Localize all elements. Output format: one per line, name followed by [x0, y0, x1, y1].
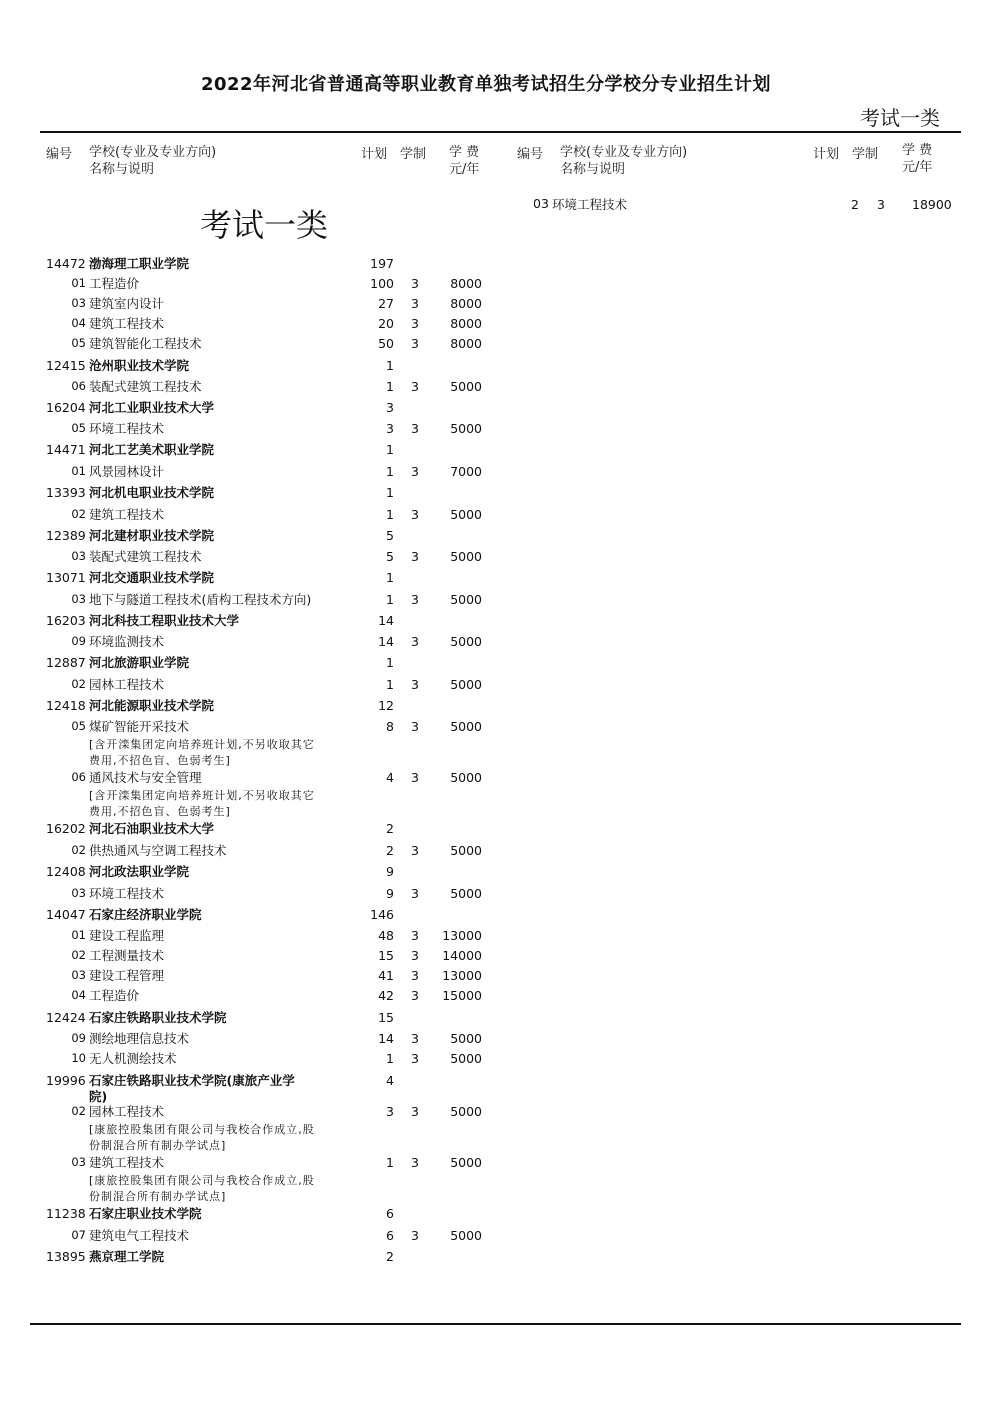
- name-text: 地下与隧道工程技术(盾构工程技术方向): [89, 592, 312, 607]
- plan-count: 48: [378, 928, 394, 943]
- plan-count: 1: [386, 379, 394, 394]
- right-major-fee: 18900: [912, 197, 952, 212]
- major-name: [89, 464, 354, 480]
- major-code: 03: [71, 886, 86, 900]
- name-text: 河北建材职业技术学院: [89, 528, 215, 543]
- header-school: [89, 144, 216, 178]
- name-text: 河北工业职业技术大学: [89, 400, 215, 415]
- plan-count: 1: [386, 592, 394, 607]
- name-text: 环境监测技术: [89, 634, 165, 649]
- school-code: 14472: [46, 256, 86, 271]
- school-code: 12389: [46, 528, 86, 543]
- name-text: 石家庄铁路职业技术学院: [89, 1010, 227, 1025]
- plan-count: 14: [378, 613, 394, 628]
- plan-count: 1: [386, 677, 394, 692]
- study-years: 3: [411, 770, 419, 785]
- name-text: 测绘地理信息技术: [89, 1031, 190, 1046]
- school-name: [89, 256, 354, 272]
- name-text: 建设工程管理: [89, 968, 165, 983]
- right-major-plan: 2: [851, 197, 859, 212]
- header-fee-line2: 元/年: [902, 160, 933, 175]
- major-code: 03: [71, 296, 86, 310]
- school-name: [89, 907, 354, 923]
- header-fee: [449, 144, 479, 178]
- school-code: 12415: [46, 358, 86, 373]
- school-code: 16203: [46, 613, 86, 628]
- study-years: 3: [411, 634, 419, 649]
- tuition-fee: 8000: [450, 316, 482, 331]
- school-name: [89, 864, 354, 880]
- major-name: [89, 1155, 354, 1171]
- plan-count: 1: [386, 1155, 394, 1170]
- study-years: 3: [411, 507, 419, 522]
- study-years: 3: [411, 968, 419, 983]
- major-name: [89, 507, 354, 523]
- major-code: 03: [71, 1155, 86, 1169]
- category-label-large: 考试一类: [200, 206, 329, 244]
- note-line1: [含开滦集团定向培养班计划,不另收取其它: [89, 738, 315, 751]
- note-line2: 份制混合所有制办学试点]: [89, 1190, 227, 1203]
- document-title: 2022年河北省普通高等职业教育单独考试招生分学校分专业招生计划: [200, 74, 772, 95]
- tuition-fee: 13000: [442, 928, 482, 943]
- tuition-fee: 5000: [450, 677, 482, 692]
- school-code: 13393: [46, 485, 86, 500]
- major-code: 10: [71, 1051, 86, 1065]
- header-school-line1: 学校(专业及专业方向): [560, 145, 688, 160]
- header-school-line1: 学校(专业及专业方向): [89, 145, 217, 160]
- name-text: 建筑电气工程技术: [89, 1228, 190, 1243]
- study-years: 3: [411, 886, 419, 901]
- name-text: 河北政法职业学院: [89, 864, 190, 879]
- study-years: 3: [411, 421, 419, 436]
- school-code: 16204: [46, 400, 86, 415]
- major-code: 04: [71, 988, 86, 1002]
- major-code: 03: [71, 592, 86, 606]
- tuition-fee: 5000: [450, 770, 482, 785]
- major-note: [89, 1173, 354, 1205]
- school-name: [89, 528, 354, 544]
- major-name: [89, 421, 354, 437]
- study-years: 3: [411, 719, 419, 734]
- name-text: 园林工程技术: [89, 677, 165, 692]
- school-code: 12418: [46, 698, 86, 713]
- name-text: 煤矿智能开采技术: [89, 719, 190, 734]
- plan-count: 2: [386, 1249, 394, 1264]
- tuition-fee: 5000: [450, 1104, 482, 1119]
- name-text: 工程测量技术: [89, 948, 165, 963]
- name-text: 供热通风与空调工程技术: [89, 843, 227, 858]
- note-line2: 份制混合所有制办学试点]: [89, 1139, 227, 1152]
- major-note: [89, 788, 354, 820]
- study-years: 3: [411, 379, 419, 394]
- name-text: 河北旅游职业学院: [89, 655, 190, 670]
- name-text: 建筑工程技术: [89, 507, 165, 522]
- name-text: 石家庄职业技术学院: [89, 1206, 202, 1221]
- right-major-system: 3: [877, 197, 885, 212]
- plan-count: 1: [386, 358, 394, 373]
- major-code: 02: [71, 843, 86, 857]
- school-name: [89, 485, 354, 501]
- plan-count: 42: [378, 988, 394, 1003]
- right-major-code: 03: [533, 196, 549, 211]
- major-name: [89, 677, 354, 693]
- tuition-fee: 5000: [450, 1155, 482, 1170]
- study-years: 3: [411, 296, 419, 311]
- name-text: 装配式建筑工程技术: [89, 549, 202, 564]
- major-code: 02: [71, 948, 86, 962]
- major-code: 04: [71, 316, 86, 330]
- plan-count: 14: [378, 1031, 394, 1046]
- note-line2: 费用,不招色盲、色弱考生]: [89, 754, 231, 767]
- tuition-fee: 5000: [450, 634, 482, 649]
- plan-count: 12: [378, 698, 394, 713]
- tuition-fee: 8000: [450, 276, 482, 291]
- name-text: 工程造价: [89, 988, 140, 1003]
- name-text: 园林工程技术: [89, 1104, 165, 1119]
- name-text: 环境工程技术: [89, 421, 165, 436]
- plan-count: 1: [386, 655, 394, 670]
- study-years: 3: [411, 1051, 419, 1066]
- school-code: 14471: [46, 442, 86, 457]
- major-name: [89, 1104, 354, 1120]
- major-name: [89, 296, 354, 312]
- tuition-fee: 14000: [442, 948, 482, 963]
- school-code: 11238: [46, 1206, 86, 1221]
- note-line1: [含开滦集团定向培养班计划,不另收取其它: [89, 789, 315, 802]
- study-years: 3: [411, 276, 419, 291]
- plan-count: 20: [378, 316, 394, 331]
- study-years: 3: [411, 464, 419, 479]
- major-code: 01: [71, 464, 86, 478]
- study-years: 3: [411, 677, 419, 692]
- header-system: 学制: [400, 147, 427, 162]
- study-years: 3: [411, 1228, 419, 1243]
- name-text: 工程造价: [89, 276, 140, 291]
- name-text: 建筑工程技术: [89, 1155, 165, 1170]
- header-code: 编号: [46, 147, 73, 162]
- school-code: 12408: [46, 864, 86, 879]
- tuition-fee: 5000: [450, 549, 482, 564]
- plan-count: 3: [386, 400, 394, 415]
- major-code: 01: [71, 928, 86, 942]
- school-name: [89, 698, 354, 714]
- header-school-line2: 名称与说明: [89, 162, 155, 177]
- major-note: [89, 737, 354, 769]
- major-code: 03: [71, 968, 86, 982]
- plan-count: 9: [386, 886, 394, 901]
- major-code: 03: [71, 549, 86, 563]
- header-plan-right: 计划: [813, 147, 840, 162]
- plan-count: 27: [378, 296, 394, 311]
- plan-count: 197: [370, 256, 394, 271]
- major-code: 05: [71, 719, 86, 733]
- plan-count: 50: [378, 336, 394, 351]
- name-text: 河北交通职业技术学院: [89, 570, 215, 585]
- name-text: 河北工艺美术职业学院: [89, 442, 215, 457]
- study-years: 3: [411, 1155, 419, 1170]
- tuition-fee: 5000: [450, 719, 482, 734]
- study-years: 3: [411, 843, 419, 858]
- name-text: 建设工程监理: [89, 928, 165, 943]
- school-name: [89, 1206, 354, 1222]
- tuition-fee: 8000: [450, 336, 482, 351]
- tuition-fee: 5000: [450, 886, 482, 901]
- study-years: 3: [411, 948, 419, 963]
- name-text: 环境工程技术: [89, 886, 165, 901]
- plan-count: 6: [386, 1206, 394, 1221]
- major-code: 07: [71, 1228, 86, 1242]
- plan-count: 2: [386, 821, 394, 836]
- major-name: [89, 336, 354, 352]
- name-text: 河北能源职业技术学院: [89, 698, 215, 713]
- plan-count: 1: [386, 507, 394, 522]
- plan-count: 1: [386, 1051, 394, 1066]
- name-text: 装配式建筑工程技术: [89, 379, 202, 394]
- name-text: 河北机电职业技术学院: [89, 485, 215, 500]
- major-code: 02: [71, 1104, 86, 1118]
- major-name: [89, 549, 354, 565]
- tuition-fee: 13000: [442, 968, 482, 983]
- bottom-rule: [30, 1323, 961, 1325]
- plan-count: 146: [370, 907, 394, 922]
- tuition-fee: 15000: [442, 988, 482, 1003]
- top-rule: [40, 131, 961, 133]
- school-name: [89, 1249, 354, 1265]
- header-fee-right: [902, 142, 932, 176]
- major-code: 05: [71, 336, 86, 350]
- school-name: [89, 821, 354, 837]
- tuition-fee: 5000: [450, 1228, 482, 1243]
- name-text: 河北石油职业技术大学: [89, 821, 215, 836]
- major-name: [89, 1051, 354, 1067]
- major-code: 06: [71, 379, 86, 393]
- major-code: 09: [71, 634, 86, 648]
- major-name: [89, 928, 354, 944]
- note-line1: [康旅控股集团有限公司与我校合作成立,股: [89, 1123, 315, 1136]
- major-code: 02: [71, 677, 86, 691]
- school-name: [89, 1010, 354, 1026]
- name-text: 风景园林设计: [89, 464, 165, 479]
- plan-count: 1: [386, 464, 394, 479]
- major-code: 01: [71, 276, 86, 290]
- name-text: 河北科技工程职业技术大学: [89, 613, 240, 628]
- school-name: [89, 442, 354, 458]
- plan-count: 3: [386, 421, 394, 436]
- major-name: [89, 948, 354, 964]
- name-text: 石家庄经济职业学院: [89, 907, 202, 922]
- header-fee-line1: 学 费: [449, 145, 480, 160]
- note-line2: 费用,不招色盲、色弱考生]: [89, 805, 231, 818]
- plan-count: 4: [386, 1073, 394, 1088]
- tuition-fee: 5000: [450, 1051, 482, 1066]
- plan-count: 15: [378, 1010, 394, 1025]
- name-text: 燕京理工学院: [89, 1249, 165, 1264]
- plan-count: 3: [386, 1104, 394, 1119]
- tuition-fee: 5000: [450, 507, 482, 522]
- plan-count: 1: [386, 485, 394, 500]
- major-code: 09: [71, 1031, 86, 1045]
- plan-count: 2: [386, 843, 394, 858]
- header-school-right: [560, 144, 687, 178]
- study-years: 3: [411, 316, 419, 331]
- study-years: 3: [411, 988, 419, 1003]
- plan-count: 9: [386, 864, 394, 879]
- study-years: 3: [411, 1104, 419, 1119]
- major-code: 06: [71, 770, 86, 784]
- school-name: [89, 613, 354, 629]
- school-code: 13895: [46, 1249, 86, 1264]
- tuition-fee: 5000: [450, 592, 482, 607]
- plan-count: 41: [378, 968, 394, 983]
- tuition-fee: 5000: [450, 379, 482, 394]
- right-major-name: 环境工程技术: [552, 197, 628, 212]
- plan-count: 1: [386, 442, 394, 457]
- name-text: 无人机测绘技术: [89, 1051, 177, 1066]
- school-code: 12887: [46, 655, 86, 670]
- name-text: 建筑室内设计: [89, 296, 165, 311]
- header-system-right: 学制: [852, 147, 879, 162]
- header-fee-line2: 元/年: [449, 162, 480, 177]
- plan-count: 100: [370, 276, 394, 291]
- note-line1: [康旅控股集团有限公司与我校合作成立,股: [89, 1174, 315, 1187]
- school-code: 19996: [46, 1073, 86, 1088]
- major-name: [89, 988, 354, 1004]
- tuition-fee: 5000: [450, 1031, 482, 1046]
- tuition-fee: 5000: [450, 421, 482, 436]
- major-name: [89, 770, 354, 786]
- school-code: 12424: [46, 1010, 86, 1025]
- school-name: [89, 570, 354, 586]
- major-name: [89, 276, 354, 292]
- major-note: [89, 1122, 354, 1154]
- header-school-line2: 名称与说明: [560, 162, 626, 177]
- name-text: 建筑智能化工程技术: [89, 336, 202, 351]
- major-name: [89, 1228, 354, 1244]
- name-text: 渤海理工职业学院: [89, 256, 190, 271]
- major-name: [89, 843, 354, 859]
- name-text: 沧州职业技术学院: [89, 358, 190, 373]
- plan-count: 14: [378, 634, 394, 649]
- name-text: 通风技术与安全管理: [89, 770, 202, 785]
- name-text: 石家庄铁路职业技术学院(康旅产业学: [89, 1073, 295, 1088]
- major-name: [89, 719, 354, 735]
- study-years: 3: [411, 549, 419, 564]
- name-text-cont: 院): [89, 1089, 108, 1104]
- study-years: 3: [411, 336, 419, 351]
- major-name: [89, 1031, 354, 1047]
- plan-count: 5: [386, 528, 394, 543]
- plan-count: 4: [386, 770, 394, 785]
- school-code: 13071: [46, 570, 86, 585]
- study-years: 3: [411, 928, 419, 943]
- plan-count: 8: [386, 719, 394, 734]
- plan-count: 6: [386, 1228, 394, 1243]
- school-name: [89, 400, 354, 416]
- tuition-fee: 8000: [450, 296, 482, 311]
- tuition-fee: 5000: [450, 843, 482, 858]
- school-name: [89, 1073, 354, 1105]
- school-name: [89, 358, 354, 374]
- study-years: 3: [411, 592, 419, 607]
- header-code-right: 编号: [517, 147, 544, 162]
- name-text: 建筑工程技术: [89, 316, 165, 331]
- major-code: 05: [71, 421, 86, 435]
- school-name: [89, 655, 354, 671]
- category-label-top: 考试一类: [860, 106, 940, 130]
- header-plan: 计划: [361, 147, 388, 162]
- study-years: 3: [411, 1031, 419, 1046]
- major-name: [89, 886, 354, 902]
- plan-count: 5: [386, 549, 394, 564]
- major-code: 02: [71, 507, 86, 521]
- major-name: [89, 634, 354, 650]
- major-name: [89, 592, 354, 608]
- school-code: 16202: [46, 821, 86, 836]
- tuition-fee: 7000: [450, 464, 482, 479]
- plan-count: 15: [378, 948, 394, 963]
- header-fee-line1: 学 费: [902, 143, 933, 158]
- major-name: [89, 968, 354, 984]
- plan-count: 1: [386, 570, 394, 585]
- school-code: 14047: [46, 907, 86, 922]
- major-name: [89, 316, 354, 332]
- major-name: [89, 379, 354, 395]
